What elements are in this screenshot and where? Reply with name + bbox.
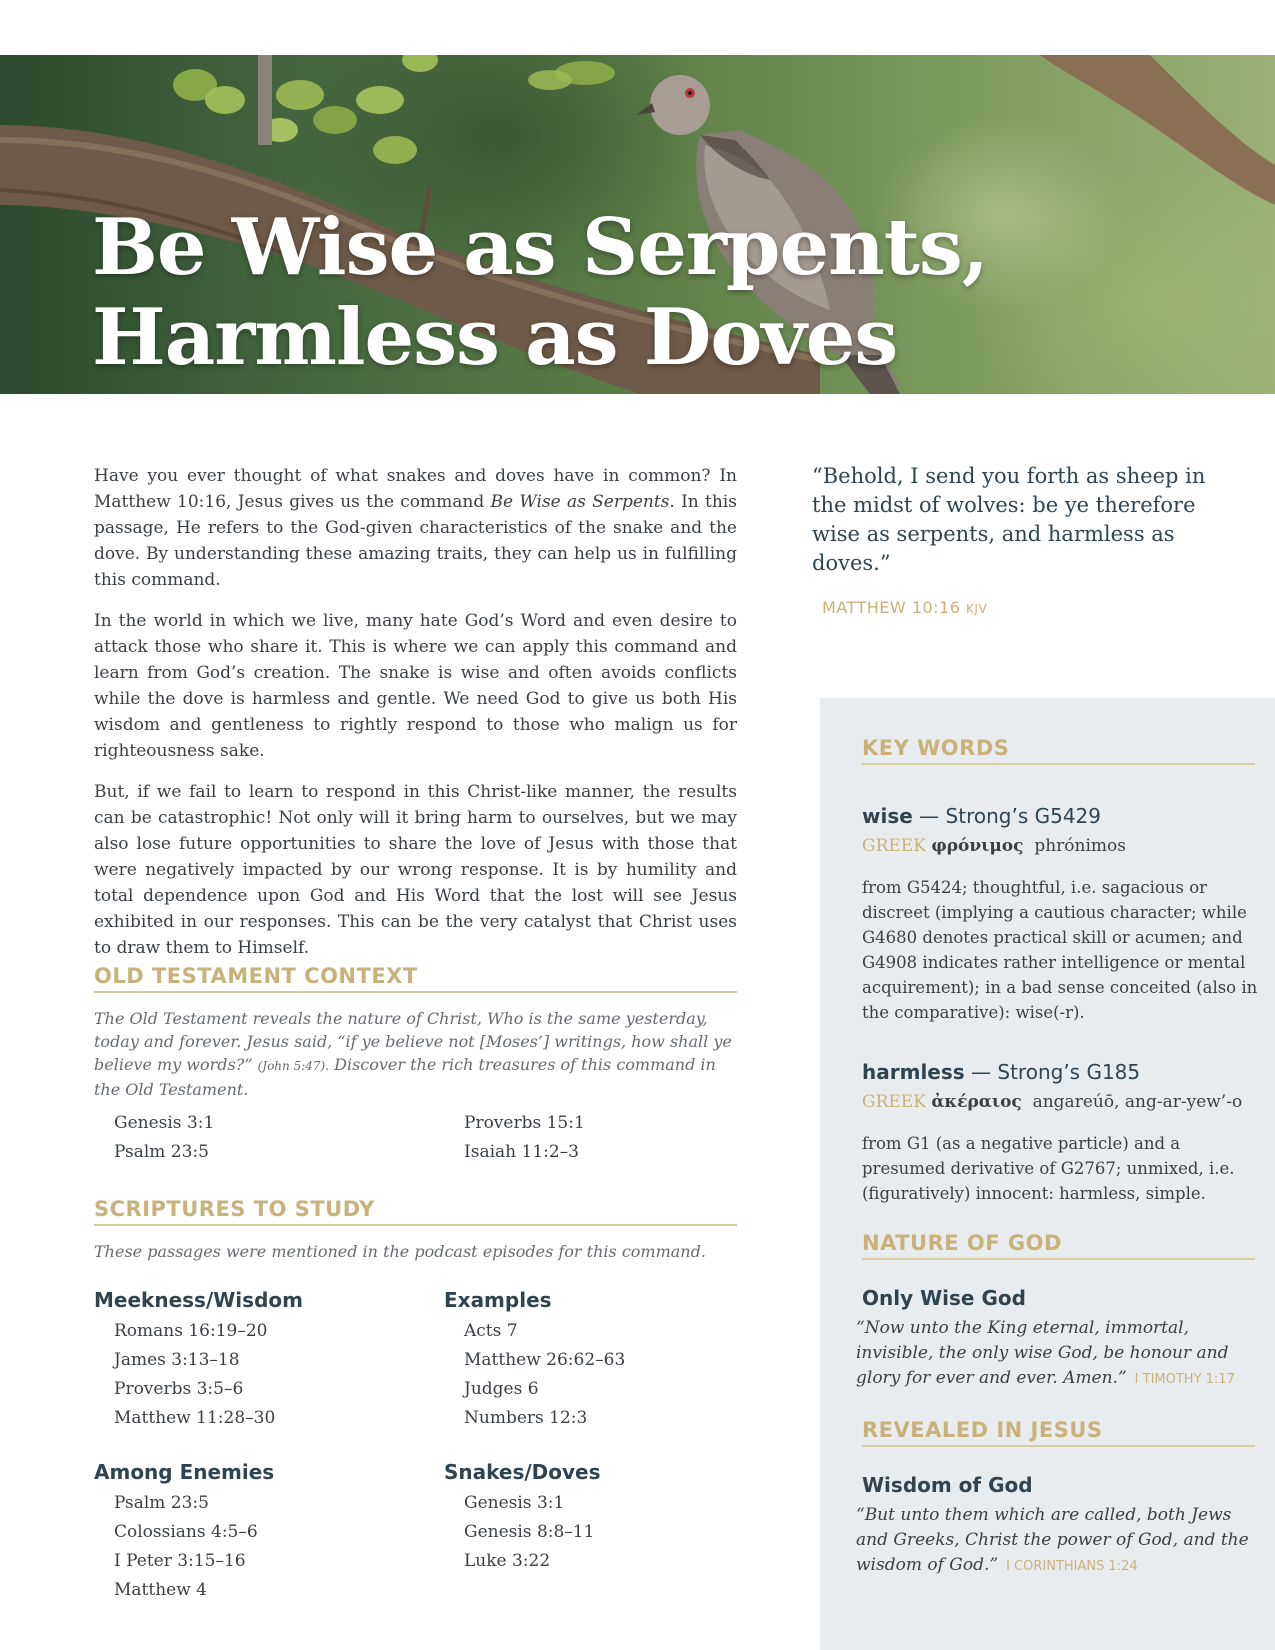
- revealed-in-jesus-heading: REVEALED IN JESUS: [862, 1418, 1255, 1447]
- revealed-in-jesus-quote: “But unto them which are called, both Jews and Greeks, Christ the power of God, and the wisdom of God.” I CORINTHIANS 1:24: [856, 1505, 1249, 1575]
- key-word-definition-wise: from G5424; thoughtful, i.e. sagacious or discreet (implying a cautious character; while G4680 denotes practical skill or acumen; and G4908 indicates rather intelligence or mental acquirement); in a bad sense conceited (also in the comparative): wise(-r).: [862, 878, 1258, 1022]
- bible-version: KJV: [966, 602, 988, 616]
- revealed-in-jesus-ref: I CORINTHIANS 1:24: [1006, 1559, 1138, 1574]
- command-emphasis: Be Wise as Serpents: [490, 492, 670, 512]
- page-title: [92, 203, 988, 383]
- group-title-meekness-wisdom: Meekness/Wisdom: [94, 1288, 303, 1312]
- scripture-reference: Proverbs 15:1: [464, 1113, 585, 1133]
- old-testament-intro: The Old Testament reveals the nature of Christ, Who is the same yesterday, today and forever. Jesus said, “if ye believe not [Moses’] writings, how shall ye believe my words?” (John 5:47). Discover the rich treasures of this command in the Old Testament.: [94, 1009, 732, 1099]
- scripture-reference: Judges 6: [464, 1379, 539, 1399]
- key-word-greek-wise: GREEK φρόνιμος phrónimos: [862, 836, 1126, 856]
- scripture-reference: Romans 16:19–20: [114, 1321, 268, 1341]
- scripture-reference: Acts 7: [464, 1321, 518, 1341]
- pull-quote-source: MATTHEW 10:16 KJV: [822, 598, 988, 617]
- key-words-heading: KEY WORDS: [862, 736, 1255, 765]
- pull-quote: “Behold, I send you forth as sheep in the midst of wolves: be ye therefore wise as serpents, and harmless as doves.”: [812, 464, 1206, 575]
- scripture-reference: Matthew 26:62–63: [464, 1350, 626, 1370]
- intro-paragraph-3: But, if we fail to learn to respond in this Christ-like manner, the results can be catastrophic! Not only will it bring harm to ourselves, but we may also lose future opportunities to share the love of Jesus with those that were negatively impacted by our wrong response. It is by humility and total dependence upon God and His Word that the lost will see Jesus exhibited in our responses. This can be the very catalyst that Christ uses to draw them to Himself.: [94, 782, 737, 958]
- scripture-reference: Psalm 23:5: [114, 1493, 209, 1513]
- scripture-reference: Luke 3:22: [464, 1551, 551, 1571]
- leaves: [173, 55, 615, 164]
- scripture-reference: Genesis 3:1: [464, 1493, 565, 1513]
- hero-banner: [0, 55, 1275, 394]
- scripture-reference: Psalm 23:5: [114, 1142, 209, 1162]
- old-testament-heading: OLD TESTAMENT CONTEXT: [94, 964, 737, 993]
- nature-of-god-heading: NATURE OF GOD: [862, 1231, 1255, 1260]
- scripture-reference: Matthew 4: [114, 1580, 207, 1600]
- scripture-reference: James 3:13–18: [114, 1350, 240, 1370]
- group-title-among-enemies: Among Enemies: [94, 1460, 275, 1484]
- key-word-title-wise: wise — Strong’s G5429: [862, 804, 1101, 828]
- group-list-meekness-wisdom: [114, 1317, 275, 1433]
- scriptures-heading: SCRIPTURES TO STUDY: [94, 1197, 737, 1226]
- scripture-reference: Isaiah 11:2–3: [464, 1142, 579, 1162]
- scriptures-intro: These passages were mentioned in the podcast episodes for this command.: [94, 1242, 706, 1261]
- group-list-examples: [464, 1317, 625, 1433]
- nature-of-god-quote: “Now unto the King eternal, immortal, invisible, the only wise God, be honour and glory for ever and ever. Amen.” I TIMOTHY 1:17: [856, 1318, 1235, 1388]
- title-line-2: Harmless as Doves: [92, 292, 898, 383]
- scripture-reference: Matthew 11:28–30: [114, 1408, 276, 1428]
- intro-paragraph-2: In the world in which we live, many hate God’s Word and even desire to attack those who share it. This is where we can apply this command and learn from God’s creation. The snake is wise and often avoids conflicts while the dove is harmless and gentle. We need God to give us both His wisdom and gentleness to rightly respond to those who malign us for righteousness sake.: [94, 611, 737, 761]
- old-testament-list-2: [464, 1109, 585, 1167]
- nature-of-god-title: Only Wise God: [862, 1286, 1026, 1310]
- nature-of-god-ref: I TIMOTHY 1:17: [1134, 1372, 1235, 1387]
- scripture-reference: Genesis 8:8–11: [464, 1522, 595, 1542]
- sidebar-panel: [820, 698, 1275, 1650]
- title-line-1: Be Wise as Serpents,: [92, 202, 988, 293]
- key-word-title-harmless: harmless — Strong’s G185: [862, 1060, 1141, 1084]
- scripture-reference: Genesis 3:1: [114, 1113, 215, 1133]
- key-word-greek-harmless: GREEK ἀκέραιος angareúō, ang-ar-yew’-o: [862, 1092, 1243, 1112]
- scripture-reference: Proverbs 3:5–6: [114, 1379, 244, 1399]
- group-title-snakes-doves: Snakes/Doves: [444, 1460, 601, 1484]
- group-list-among-enemies: [114, 1489, 258, 1605]
- key-word-definition-harmless: from G1 (as a negative particle) and a presumed derivative of G2767; unmixed, i.e. (figuratively) innocent: harmless, simple.: [862, 1134, 1235, 1203]
- group-title-examples: Examples: [444, 1288, 552, 1312]
- scripture-reference: Numbers 12:3: [464, 1408, 588, 1428]
- old-testament-list-1: [114, 1109, 214, 1167]
- intro-paragraph-1: Have you ever thought of what snakes and doves have in common? In Matthew 10:16, Jesus gives us the command Be Wise as Serpents. In this passage, He refers to the God-given characteristics of the snake and the dove. By understanding these amazing traits, they can help us in fulfilling this command.: [94, 466, 737, 590]
- scripture-reference: Colossians 4:5–6: [114, 1522, 258, 1542]
- group-list-snakes-doves: [464, 1489, 594, 1576]
- revealed-in-jesus-title: Wisdom of God: [862, 1473, 1033, 1497]
- scripture-reference: I Peter 3:15–16: [114, 1551, 246, 1571]
- intro-text: [94, 463, 737, 976]
